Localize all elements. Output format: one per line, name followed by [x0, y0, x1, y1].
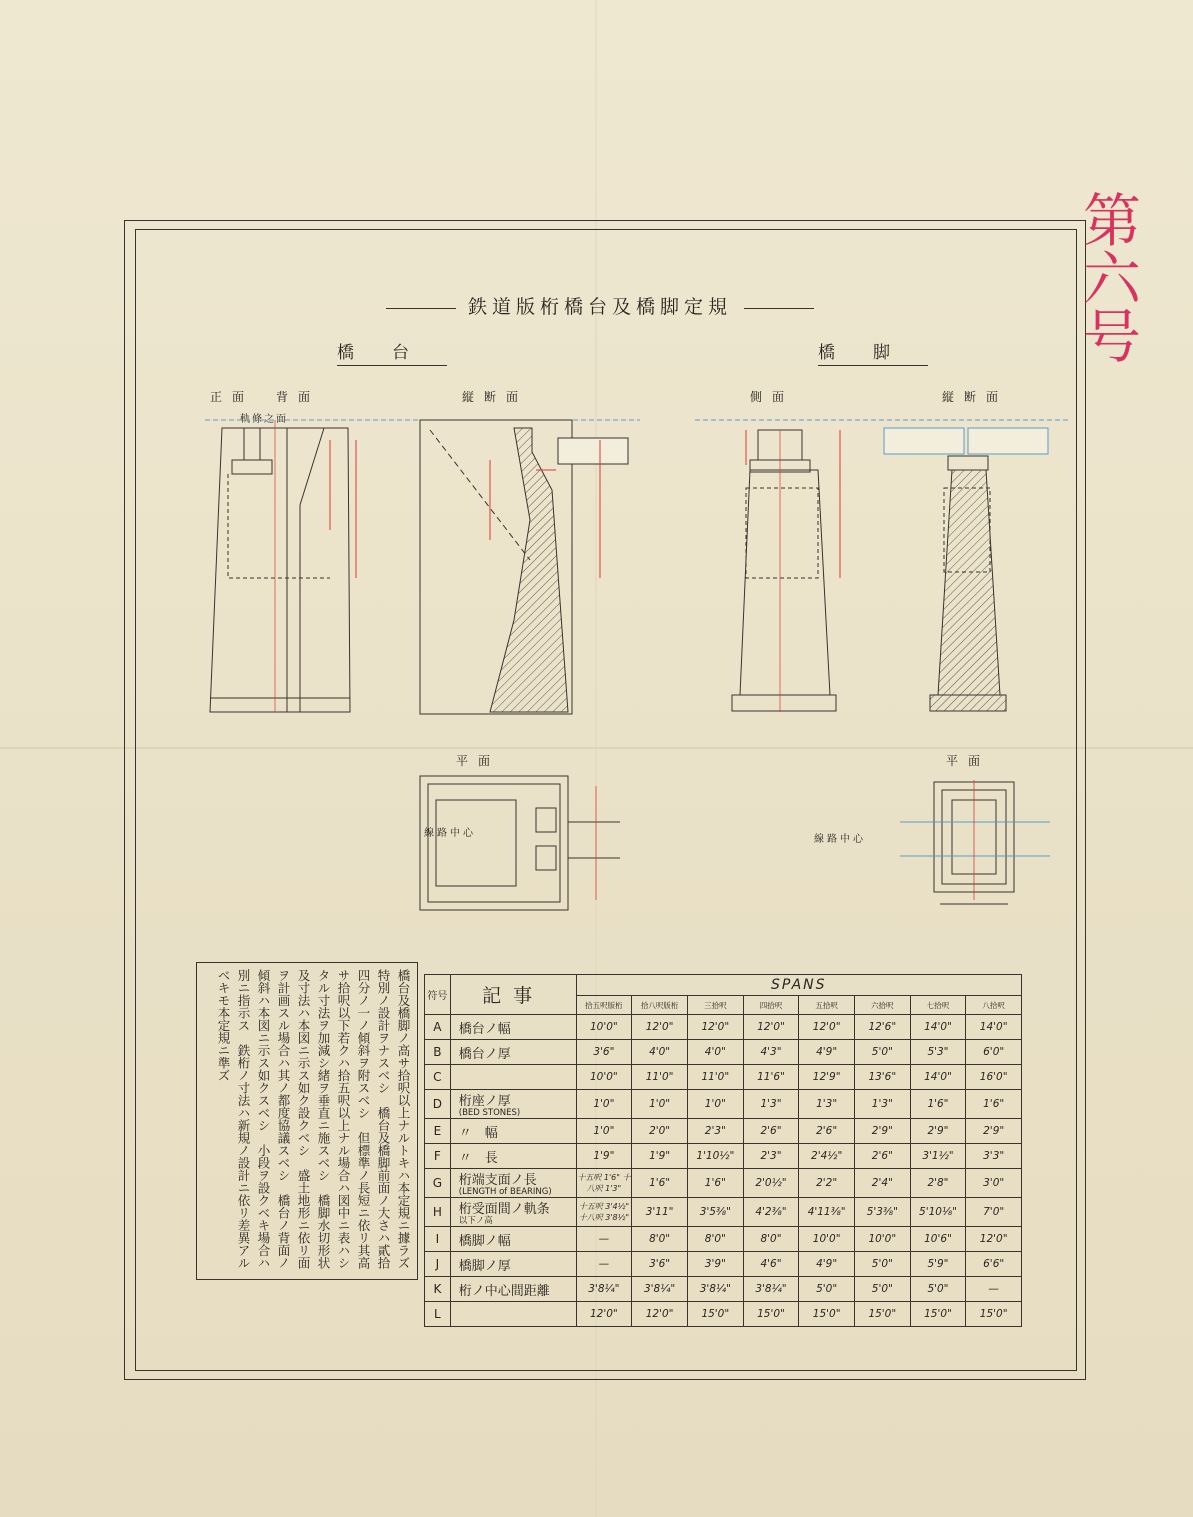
span-value-cell: 2'6" — [743, 1119, 799, 1144]
table-row — [425, 1090, 1022, 1119]
span-value-cell: 2'0" — [632, 1119, 688, 1144]
row-item — [450, 1198, 576, 1227]
span-value-cell: — — [576, 1227, 632, 1252]
row-item — [450, 1119, 576, 1144]
pier-longitudinal-section — [884, 428, 1048, 711]
column-header-spans: SPANS — [576, 975, 1021, 996]
span-value-cell: 1'0" — [632, 1090, 688, 1119]
abutment-front-elevation — [210, 420, 356, 712]
row-code: C — [425, 1065, 451, 1090]
span-value-cell: 1'6" — [632, 1169, 688, 1198]
table-row — [425, 1277, 1022, 1302]
span-column-header: 八拾呎 — [966, 996, 1022, 1015]
span-value-cell: 12'0" — [966, 1227, 1022, 1252]
span-value-cell: 10'0" — [576, 1065, 632, 1090]
row-item-label: 桁ノ中心間距離 — [458, 1283, 550, 1299]
row-item-sublabel: (LENGTH of BEARING) — [458, 1187, 552, 1197]
span-column-header: 五拾呎 — [799, 996, 855, 1015]
span-column-header: 拾五呎版桁 — [576, 996, 632, 1015]
span-value-cell: 4'3" — [743, 1040, 799, 1065]
span-value-cell: 3'11" — [632, 1198, 688, 1227]
span-column-header: 三拾呎 — [687, 996, 743, 1015]
span-value-cell: 3'8¼" — [743, 1277, 799, 1302]
span-value-cell: 5'0" — [910, 1277, 966, 1302]
span-value-cell: 3'6" — [632, 1252, 688, 1277]
spans-table — [424, 974, 1022, 1327]
span-value-cell: 5'0" — [799, 1277, 855, 1302]
table-row — [425, 1119, 1022, 1144]
span-value-cell: 3'3" — [966, 1144, 1022, 1169]
row-item — [450, 1277, 576, 1302]
span-value-cell: 8'0" — [687, 1227, 743, 1252]
span-value-cell: 6'6" — [966, 1252, 1022, 1277]
span-value-cell: 15'0" — [799, 1302, 855, 1327]
row-item-label: 桁受面間ノ軌条 — [458, 1202, 550, 1217]
spans-table-body — [425, 1015, 1022, 1327]
span-value-cell: 5'3⅜" — [855, 1198, 911, 1227]
column-header-code: 符号 — [425, 975, 451, 1015]
span-value-cell: 10'0" — [576, 1015, 632, 1040]
span-value-cell: 4'11⅜" — [799, 1198, 855, 1227]
table-row — [425, 1015, 1022, 1040]
span-column-header: 六拾呎 — [855, 996, 911, 1015]
row-item-label: 橋台ノ厚 — [458, 1046, 511, 1062]
span-value-cell: 4'0" — [687, 1040, 743, 1065]
span-value-cell: 14'0" — [910, 1065, 966, 1090]
span-value-cell: 8'0" — [743, 1227, 799, 1252]
span-value-cell: 3'1½" — [910, 1144, 966, 1169]
span-column-header: 拾八呎版桁 — [632, 996, 688, 1015]
pier-side-elevation — [732, 430, 840, 712]
pier-side-view-label: 側面 — [750, 390, 795, 404]
row-item-label: 〃 幅 — [458, 1125, 498, 1141]
rail-level-label: 軌條之面 — [240, 414, 288, 425]
row-code: D — [425, 1090, 451, 1119]
span-value-cell: 1'3" — [855, 1090, 911, 1119]
span-value-cell: 2'4½" — [799, 1144, 855, 1169]
row-code: G — [425, 1169, 451, 1198]
span-value-cell: 7'0" — [966, 1198, 1022, 1227]
row-item — [450, 1144, 576, 1169]
span-value-cell: 15'0" — [687, 1302, 743, 1327]
span-value-cell: 8'0" — [632, 1227, 688, 1252]
span-value-cell: 12'6" — [855, 1015, 911, 1040]
design-notes: 橋台及橋脚ノ高サ拾呎以上ナルトキハ本定規ニ據ラズ特別ノ設計ヲナスベシ 橋台及橋脚前面ノ大さハ貳拾四分ノ一ノ傾斜ヲ附スベシ 但標準ノ長短ニ依リ其高サ拾呎以下若クハ拾五呎以上ナル場合ハ図中ニ表ハシタル寸法ヲ加減シ緒ヲ垂直ニ施スベシ 橋脚水切形状及寸法ハ本図ニ示ス如ク設クベシ 盛土地形ニ依リ面ヲ計画スル場合ハ其ノ都度協議スベシ 橋台ノ背面ノ傾斜ハ本図ニ示ス如クスベシ 小段ヲ設クベキ場合ハ別ニ指示ス 鉄桁ノ寸法ハ新規ノ設計ニ依リ差異アルベキモ本定規ニ準ズ — [196, 962, 418, 1280]
row-code: I — [425, 1227, 451, 1252]
row-code: B — [425, 1040, 451, 1065]
span-value-cell: 3'6" — [576, 1040, 632, 1065]
span-value-cell: 5'9" — [910, 1252, 966, 1277]
row-item — [450, 1302, 576, 1327]
row-item — [450, 1015, 576, 1040]
span-value-cell: 3'8¼" — [632, 1277, 688, 1302]
span-value-cell: 13'6" — [855, 1065, 911, 1090]
span-value-cell: 10'6" — [910, 1227, 966, 1252]
span-value-cell: 1'3" — [743, 1090, 799, 1119]
span-value-cell: 15'0" — [910, 1302, 966, 1327]
span-value-cell: 4'9" — [799, 1040, 855, 1065]
span-value-cell: 12'0" — [687, 1015, 743, 1040]
drawing-title-text: 鉄道版桁橋台及橋脚定規 — [467, 296, 732, 318]
row-item-label: 橋脚ノ幅 — [458, 1233, 511, 1249]
abutment-heading: 橋台 — [337, 338, 447, 366]
span-value-cell: 14'0" — [910, 1015, 966, 1040]
span-value-cell: — — [966, 1277, 1022, 1302]
row-code: E — [425, 1119, 451, 1144]
span-value-cell: 15'0" — [855, 1302, 911, 1327]
span-value-cell: 3'0" — [966, 1169, 1022, 1198]
row-item — [450, 1040, 576, 1065]
span-value-cell: 1'6" — [966, 1090, 1022, 1119]
span-value-cell: 十五呎 1'6" 十八呎 1'3" — [576, 1169, 632, 1198]
span-value-cell: 1'3" — [799, 1090, 855, 1119]
span-value-cell: — — [576, 1252, 632, 1277]
row-item-label: 橋台ノ幅 — [458, 1021, 511, 1037]
row-code: L — [425, 1302, 451, 1327]
row-item — [450, 1169, 576, 1198]
span-value-cell: 12'0" — [632, 1302, 688, 1327]
span-value-cell: 12'0" — [576, 1302, 632, 1327]
span-value-cell: 1'10½" — [687, 1144, 743, 1169]
span-value-cell: 2'6" — [799, 1119, 855, 1144]
span-value-cell: 2'0½" — [743, 1169, 799, 1198]
table-row — [425, 1252, 1022, 1277]
row-item-label: 〃 長 — [458, 1150, 498, 1166]
row-code: F — [425, 1144, 451, 1169]
span-value-cell: 16'0" — [966, 1065, 1022, 1090]
abutment-plan-view-label: 平面 — [456, 754, 501, 768]
span-value-cell: 4'0" — [632, 1040, 688, 1065]
span-value-cell: 2'2" — [799, 1169, 855, 1198]
span-value-cell: 3'5⅜" — [687, 1198, 743, 1227]
span-column-header: 七拾呎 — [910, 996, 966, 1015]
span-value-cell: 2'9" — [855, 1119, 911, 1144]
span-value-cell: 3'9" — [687, 1252, 743, 1277]
span-value-cell: 十五呎 3'4½" 十八呎 3'8½" — [576, 1198, 632, 1227]
span-value-cell: 15'0" — [966, 1302, 1022, 1327]
span-column-header: 四拾呎 — [743, 996, 799, 1015]
span-value-cell: 12'0" — [799, 1015, 855, 1040]
span-value-cell: 2'9" — [910, 1119, 966, 1144]
span-value-cell: 4'6" — [743, 1252, 799, 1277]
row-code: K — [425, 1277, 451, 1302]
span-value-cell: 12'0" — [743, 1015, 799, 1040]
abutment-plan — [420, 776, 620, 910]
span-value-cell: 15'0" — [743, 1302, 799, 1327]
span-value-cell: 2'8" — [910, 1169, 966, 1198]
row-item-label: 桁端支面ノ長 — [458, 1173, 537, 1188]
span-value-cell: 11'0" — [632, 1065, 688, 1090]
span-value-cell: 2'3" — [743, 1144, 799, 1169]
span-value-cell: 12'9" — [799, 1065, 855, 1090]
span-value-cell: 12'0" — [632, 1015, 688, 1040]
pier-plan-view-label: 平面 — [946, 754, 991, 768]
span-value-cell: 2'4" — [855, 1169, 911, 1198]
span-value-cell: 2'3" — [687, 1119, 743, 1144]
span-value-cell: 11'6" — [743, 1065, 799, 1090]
abutment-section-view-label: 縦断面 — [462, 390, 529, 404]
table-row — [425, 1169, 1022, 1198]
span-value-cell: 10'0" — [855, 1227, 911, 1252]
table-row — [425, 1302, 1022, 1327]
column-header-item: 記事 — [450, 975, 576, 1015]
row-item — [450, 1065, 576, 1090]
span-value-cell: 1'9" — [576, 1144, 632, 1169]
span-value-cell: 11'0" — [687, 1065, 743, 1090]
row-code: J — [425, 1252, 451, 1277]
table-row — [425, 1065, 1022, 1090]
pier-track-centerline-label: 線路中心 — [814, 834, 866, 845]
span-value-cell: 2'6" — [855, 1144, 911, 1169]
span-value-cell: 5'0" — [855, 1040, 911, 1065]
row-item-label: 橋脚ノ厚 — [458, 1258, 511, 1274]
span-value-cell: 1'0" — [576, 1090, 632, 1119]
span-value-cell: 1'6" — [687, 1169, 743, 1198]
abutment-track-centerline-label: 線路中心 — [424, 828, 476, 839]
abutment-front-view-label: 正面 背面 — [210, 390, 321, 404]
pier-heading: 橋脚 — [818, 338, 928, 366]
row-code: A — [425, 1015, 451, 1040]
row-item-label: 桁座ノ厚 — [458, 1094, 511, 1109]
span-value-cell: 2'9" — [966, 1119, 1022, 1144]
pier-plan — [900, 780, 1050, 904]
pier-section-view-label: 縦断面 — [942, 390, 1009, 404]
span-value-cell: 1'0" — [687, 1090, 743, 1119]
row-item-sublabel: (BED STONES) — [458, 1108, 521, 1118]
span-value-cell: 1'9" — [632, 1144, 688, 1169]
row-item — [450, 1090, 576, 1119]
abutment-longitudinal-section — [420, 420, 628, 714]
span-value-cell: 3'8¼" — [576, 1277, 632, 1302]
spans-header-row — [425, 975, 1022, 996]
row-code: H — [425, 1198, 451, 1227]
span-value-cell: 4'2⅜" — [743, 1198, 799, 1227]
row-item — [450, 1227, 576, 1252]
span-value-cell: 1'0" — [576, 1119, 632, 1144]
table-row — [425, 1144, 1022, 1169]
span-value-cell: 5'10⅛" — [910, 1198, 966, 1227]
span-value-cell: 5'3" — [910, 1040, 966, 1065]
span-value-cell: 10'0" — [799, 1227, 855, 1252]
row-item-sublabel: 以下ノ高 — [458, 1216, 493, 1226]
span-value-cell: 6'0" — [966, 1040, 1022, 1065]
span-value-cell: 14'0" — [966, 1015, 1022, 1040]
span-value-cell: 5'0" — [855, 1252, 911, 1277]
span-value-cell: 3'8¼" — [687, 1277, 743, 1302]
sheet-number-stamp: 第六号 — [1073, 190, 1141, 364]
table-row — [425, 1198, 1022, 1227]
span-value-cell: 4'9" — [799, 1252, 855, 1277]
table-row — [425, 1040, 1022, 1065]
row-item — [450, 1252, 576, 1277]
span-value-cell: 5'0" — [855, 1277, 911, 1302]
span-value-cell: 1'6" — [910, 1090, 966, 1119]
table-row — [425, 1227, 1022, 1252]
